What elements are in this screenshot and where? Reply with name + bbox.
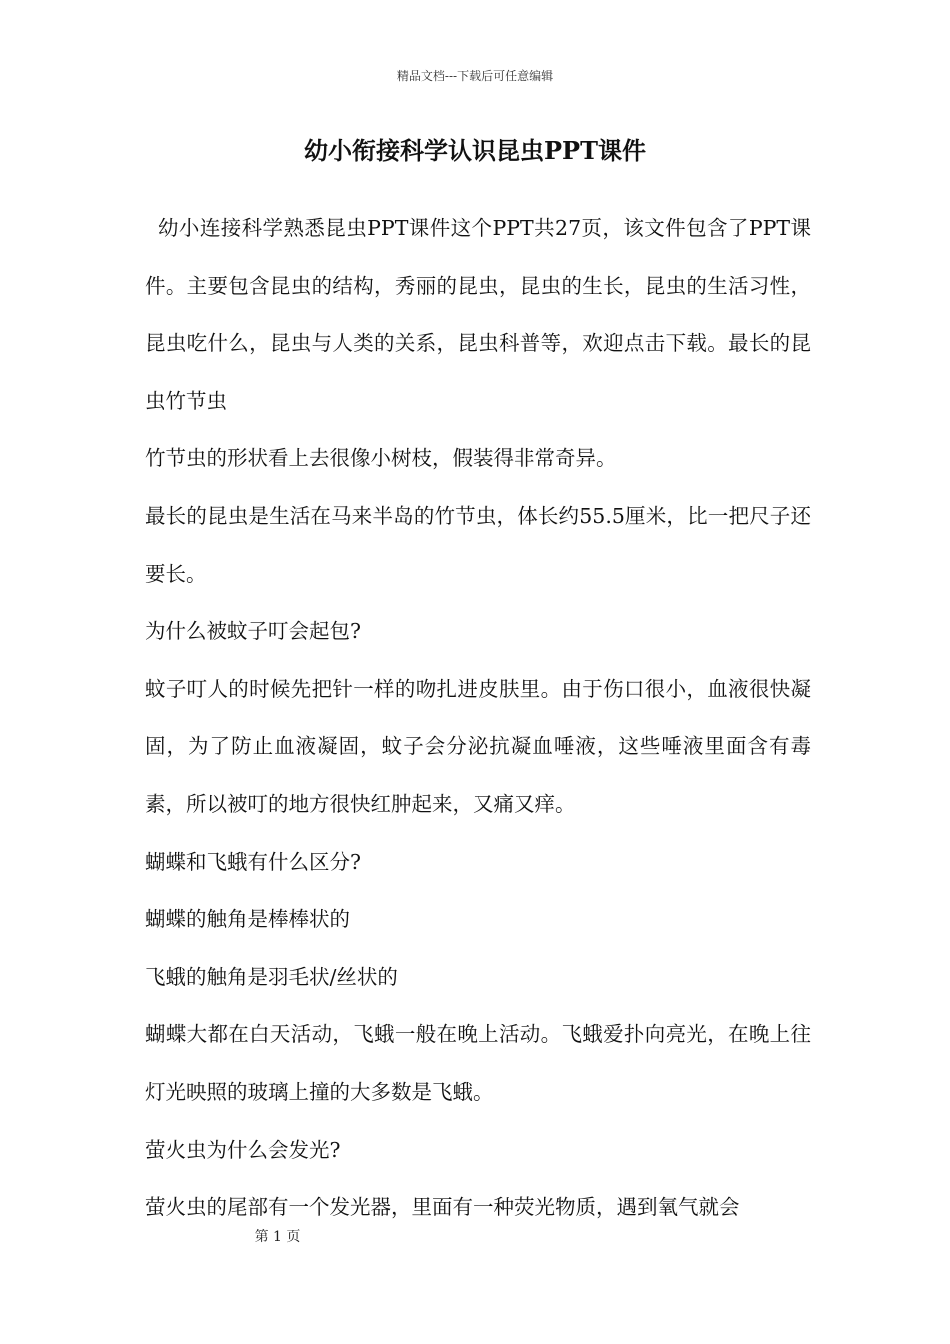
paragraph-question: 萤火虫为什么会发光? <box>145 1137 341 1162</box>
paragraph-question: 蝴蝶和飞蛾有什么区分? <box>145 849 361 874</box>
document-title: 幼小衔接科学认识昆虫PPT课件 <box>304 136 646 165</box>
page-header: 精品文档---下载后可任意编辑 <box>396 69 554 83</box>
paragraph-intro: 幼小连接科学熟悉昆虫PPT课件这个PPT共27页，该文件包含了PPT课件。主要包含昆虫的结构，秀丽的昆虫，昆虫的生长，昆虫的生活习性，昆虫吃什么，昆虫与人类的关系，昆虫科普等，欢迎点击下载。最长的昆虫竹节虫 <box>145 216 811 413</box>
document-body <box>145 200 811 1237</box>
paragraph: 竹节虫的形状看上去很像小树枝，假装得非常奇异。 <box>145 446 617 471</box>
paragraph: 飞蛾的触角是羽毛状/丝状的 <box>145 964 398 989</box>
paragraph-question: 为什么被蚊子叮会起包? <box>145 619 361 644</box>
paragraph: 蝴蝶大都在白天活动，飞蛾一般在晚上活动。飞蛾爱扑向亮光，在晚上往灯光映照的玻璃上撞的大多数是飞蛾。 <box>145 1022 811 1104</box>
paragraph: 蝴蝶的触角是棒棒状的 <box>145 907 350 932</box>
page-number: 第 1 页 <box>254 1229 301 1245</box>
paragraph: 蚊子叮人的时候先把针一样的吻扎进皮肤里。由于伤口很小，血液很快凝固，为了防止血液凝固，蚊子会分泌抗凝血唾液，这些唾液里面含有毒素，所以被叮的地方很快红肿起来，又痛又痒。 <box>145 676 811 816</box>
paragraph: 最长的昆虫是生活在马来半岛的竹节虫，体长约55.5厘米，比一把尺子还要长。 <box>145 503 811 586</box>
paragraph: 萤火虫的尾部有一个发光器，里面有一种荧光物质，遇到氧气就会 <box>145 1195 740 1220</box>
